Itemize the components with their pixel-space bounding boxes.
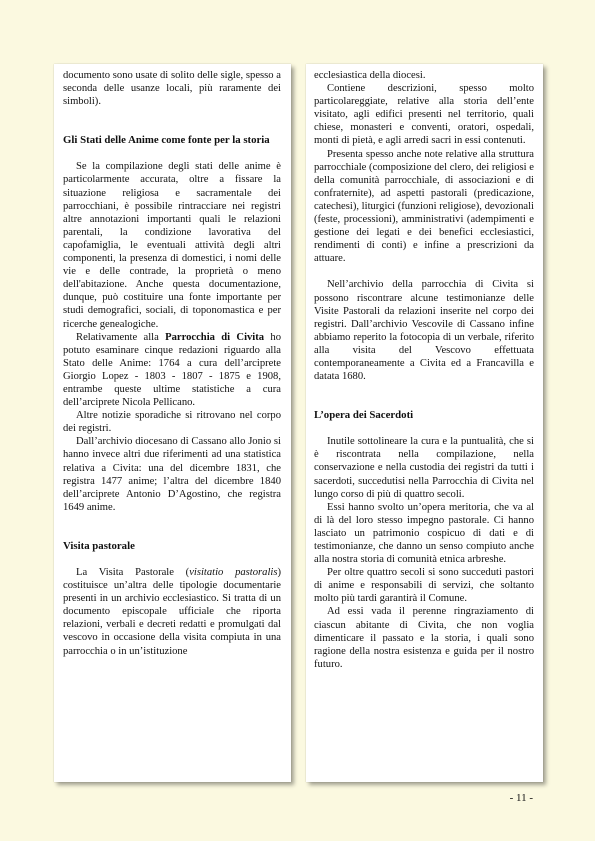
paragraph: Essi hanno svolto un’opera meritoria, che va al di là del loro stesso impegno pastorale. Ci hanno lasciato un patrimonio cospicuo di dati e di testimonianze, che danno un senso compiuto anche alla nostra storia di comunità etnica arbreshe.	[314, 501, 534, 566]
paragraph-continuation: ecclesiastica della diocesi.	[314, 70, 426, 81]
paragraph: Per oltre quattro secoli si sono succeduti pastori di anime e responsabili di servizi, che soltanto molto più tardi garantirà il Comune.	[314, 567, 534, 605]
intro-paragraph-end: documento sono usate di solito delle sigle, spesso a seconda delle usanze locali, più raramente dei simboli).	[63, 70, 281, 108]
paragraph: Se la compilazione degli stati delle anime è particolarmente accurata, oltre a fissare la situazione religiosa e sacramentale dei parrocchiani, è possibile rintracciare nei registri altre annotazioni importanti quali le relazioni parentali, la condizione lavorativa del capofamiglia, le eventuali attività degli altri componenti, la presenza di domestici, i nomi delle vie e delle contrade, la proprietà o meno dell'abitazione. Anche questa documentazione, dunque, può costituire una fonte importante per studi demografici, sociali, di toponomastica e per ricerche genealogiche.	[63, 161, 281, 330]
paragraph: Relativamente alla Parrocchia di Civita ho potuto esaminare cinque redazioni riguardo alla Stato delle Anime: 1764 a cura dell’arciprete Giorgio Lopez - 1803 - 1807 - 1875 e 1908, entrambe queste ultime statistiche a cura dell’arciprete Nicola Pellicano.	[63, 331, 281, 409]
section-heading-visita-pastorale: Visita pastorale	[63, 539, 135, 552]
paragraph: Altre notizie sporadiche si ritrovano nel corpo dei registri.	[63, 410, 281, 435]
right-text-column	[306, 64, 543, 782]
italic-latin-term: visitatio pastoralis	[189, 567, 278, 578]
page-number: - 11 -	[509, 792, 533, 804]
paragraph: Nell’archivio della parrocchia di Civita si possono riscontrare alcune testimonianze delle Visite Pastorali da relazioni inserite nel corpo dei registri. Dall’archivio Vescovile di Cassano infine abbiamo reperito la fotocopia di un verbale, riferito alla visita del Vescovo effettuata contemporaneamente a Civita ed a Francavilla e datata 1680.	[314, 279, 534, 383]
left-text-column	[54, 64, 291, 782]
section-heading-opera-sacerdoti: L’opera dei Sacerdoti	[314, 409, 414, 422]
paragraph: Ad essi vada il perenne ringraziamento di ciascun abitante di Civita, che non voglia dimenticare il passato e la storia, i quali sono ragione della nostra esistenza e guida per il nostro futuro.	[314, 606, 534, 670]
paragraph: La Visita Pastorale (visitatio pastoralis) costituisce un’altra delle tipologie documentarie presenti in un archivio ecclesiastico. Si tratta di un documento episcopale ufficiale che riporta relazioni, verbali e decreti redatti e promulgati dal vescovo in occasione della visita compiuta in una parrocchia o in un’istituzione	[63, 567, 281, 657]
bold-parish-name: Parrocchia di Civita	[165, 331, 265, 343]
section-heading-stati-anime: Gli Stati delle Anime come fonte per la storia	[63, 134, 270, 147]
paragraph: Dall’archivio diocesano di Cassano allo Jonio si hanno invece altri due riferimenti ad una statistica relativa a Civita: una del dicembre 1831, che registra 1477 anime; l’altra del dicembre 1840 dell’arciprete Antonio D’Agostino, che registra 1649 anime.	[63, 436, 281, 513]
paragraph: Inutile sottolineare la cura e la puntualità, che si è riscontrata nella compilazione, nella conservazione e nella custodia dei registri da tutti i sacerdoti, succedutisi nella Parrocchia di Civita nel lungo corso di più di quattro secoli.	[314, 436, 534, 500]
paragraph: Presenta spesso anche note relative alla struttura parrocchiale (composizione del clero, dei religiosi e della comunità parrocchiale, di associazioni e di confraternite), ad aspetti pastorali (predicazione, catechesi), liturgici (funzioni religiose), devozionali (feste, processioni), amministrativi (adempimenti e gestione dei legati e dei benefici ecclesiastici, rendimenti di conti) e infine a prescrizioni da attuare.	[314, 148, 534, 265]
paragraph: Contiene descrizioni, spesso molto particolareggiate, relative alla storia dell’ente visitato, agli edifici presenti nel territorio, quali chiese, monasteri e conventi, oratori, ospedali, monti di pietà, e agli arredi sacri in essi contenuti.	[314, 83, 534, 147]
